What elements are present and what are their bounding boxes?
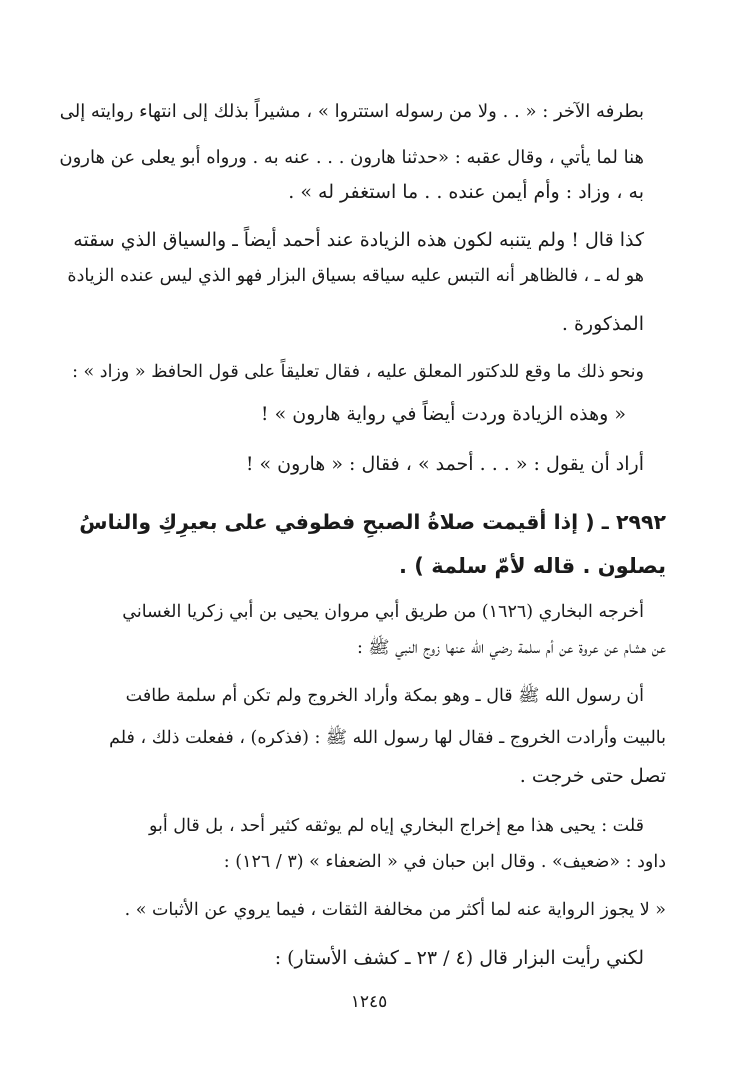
line-text: هو له ـ ، فالظاهر أنه التبس عليه سياقه بسياق البزار فهو الذي ليس عنده الزيادة bbox=[67, 266, 644, 286]
text-line bbox=[0, 896, 738, 924]
line-text: أن رسول الله ﷺ قال ـ وهو بمكة وأراد الخروج ولم تكن أم سلمة طافت bbox=[125, 686, 644, 706]
line-text: ونحو ذلك ما وقع للدكتور المعلق عليه ، فقال تعليقاً على قول الحافظ « وزاد » : bbox=[72, 362, 644, 382]
text-line bbox=[0, 310, 738, 338]
text-line bbox=[0, 178, 738, 206]
line-text: بطرفه الآخر : « . . ولا من رسوله استتروا » ، مشيراً بذلك إلى انتهاء روايته إلى bbox=[59, 101, 644, 122]
line-text: « لا يجوز الرواية عنه لما أكثر من مخالفة الثقات ، فيما يروي عن الأثبات » . bbox=[124, 900, 666, 920]
text-line bbox=[0, 634, 738, 662]
page-number: ١٢٤٥ bbox=[350, 992, 388, 1012]
line-text: قلت : يحيى هذا مع إخراج البخاري إياه لم يوثقه كثير أحد ، بل قال أبو bbox=[148, 816, 644, 836]
text-line bbox=[0, 262, 738, 290]
text-line bbox=[0, 724, 738, 752]
line-text: لكني رأيت البزار قال (٤ / ٢٣ ـ كشف الأستار) : bbox=[274, 947, 644, 969]
text-line bbox=[0, 400, 738, 428]
text-line bbox=[0, 226, 738, 254]
text-line bbox=[0, 450, 738, 478]
hadith-heading-text: ٢٩٩٢ ـ ( إذا أقيمت صلاةُ الصبحِ فطوفي على بعيرِكِ والناسُ bbox=[79, 510, 666, 534]
line-text: هنا لما يأتي ، وقال عقبه : «حدثنا هارون . . . عنه به . ورواه أبو يعلى عن هارون bbox=[59, 147, 644, 168]
line-text: « وهذه الزيادة وردت أيضاً في رواية هارون » ! bbox=[260, 403, 626, 425]
text-line bbox=[0, 144, 738, 172]
text-line bbox=[0, 358, 738, 386]
line-text: عن هشام عن عروة عن أم سلمة رضي الله عنها زوج النبي ﷺ : bbox=[356, 638, 666, 658]
line-text: أخرجه البخاري (١٦٢٦) من طريق أبي مروان يحيى بن أبي زكريا الغساني bbox=[122, 602, 644, 622]
text-line bbox=[0, 812, 738, 840]
text-line bbox=[0, 944, 738, 972]
line-text: أراد أن يقول : « . . . أحمد » ، فقال : « هارون » ! bbox=[245, 453, 644, 475]
line-text: كذا قال ! ولم يتنبه لكون هذه الزيادة عند أحمد أيضاً ـ والسياق الذي سقته bbox=[73, 229, 644, 251]
text-line bbox=[0, 848, 738, 876]
text-line bbox=[0, 762, 738, 790]
hadith-heading-text: يصلون . قاله لأمّ سلمة ) . bbox=[399, 554, 666, 578]
text-line bbox=[0, 98, 738, 126]
line-text: بالبيت وأرادت الخروج ـ فقال لها رسول الله ﷺ : (فذكره) ، ففعلت ذلك ، فلم bbox=[109, 728, 666, 748]
hadith-heading-line bbox=[0, 506, 738, 538]
text-line bbox=[0, 598, 738, 626]
text-line bbox=[0, 682, 738, 710]
line-text: داود : «ضعيف» . وقال ابن حبان في « الضعفاء » (٣ / ١٢٦) : bbox=[223, 852, 666, 872]
line-text: به ، وزاد : وأم أيمن عنده . . ما استغفر له » . bbox=[288, 181, 644, 203]
hadith-heading-line bbox=[0, 550, 738, 582]
line-text: المذكورة . bbox=[561, 313, 644, 335]
line-text: تصل حتى خرجت . bbox=[519, 765, 666, 787]
